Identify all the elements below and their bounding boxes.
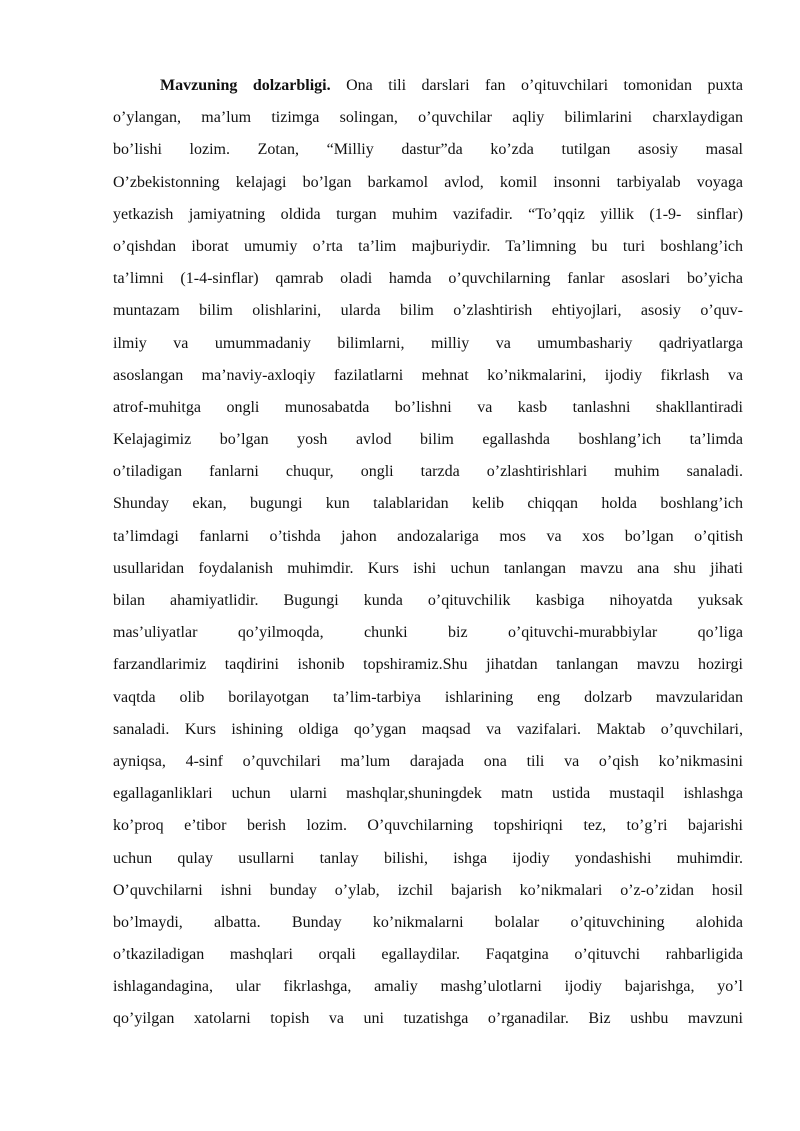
text-line: ko’proq e’tibor berish lozim. O’quvchilarning topshiriqni tez, to’g’ri bajarishi <box>113 817 743 835</box>
paragraph-first-line <box>113 70 743 102</box>
text-line: asoslangan ma’naviy-axloqiy fazilatlarni mehnat ko’nikmalarini, ijodiy fikrlash va <box>113 366 743 384</box>
section-heading: Mavzuning dolzarbligi. <box>160 77 331 94</box>
text-line: uchun qulay usullarni tanlay bilishi, ishga ijodiy yondashishi muhimdir. <box>113 849 743 867</box>
text-line: muntazam bilim olishlarini, ularda bilim o’zlashtirish ehtiyojlari, asosiy o’quv- <box>113 302 743 320</box>
text-line: egallaganliklari uchun ularni mashqlar,shuningdek matn ustida mustaqil ishlashga <box>113 785 743 803</box>
text-line: ayniqsa, 4-sinf o’quvchilari ma’lum darajada ona tili va o’qish ko’nikmasini <box>113 752 743 770</box>
text-line: bo’lishi lozim. Zotan, “Milliy dastur”da ko’zda tutilgan asosiy masal <box>113 141 743 159</box>
text-line: ta’limdagi fanlarni o’tishda jahon andozalariga mos va xos bo’lgan o’qitish <box>113 527 743 545</box>
text-line: bilan ahamiyatlidir. Bugungi kunda o’qituvchilik kasbiga nihoyatda yuksak <box>113 592 743 609</box>
text-line: ishlagandagina, ular fikrlashga, amaliy mashg’ulotlarni ijodiy bajarishga, yo’l <box>113 978 743 996</box>
text-line: ilmiy va umummadaniy bilimlarni, milliy va umumbashariy qadriyatlarga <box>113 334 743 352</box>
text-line: atrof-muhitga ongli munosabatda bo’lishni va kasb tanlashni shakllantiradi <box>113 398 743 416</box>
text-line: yetkazish jamiyatning oldida turgan muhim vazifadir. “To’qqiz yillik (1-9- sinflar) <box>113 205 743 223</box>
text-line: usullaridan foydalanish muhimdir. Kurs ishi uchun tanlangan mavzu ana shu jihati <box>113 559 743 577</box>
text-line: qo’yilgan xatolarni topish va uni tuzatishga o’rganadilar. Biz ushbu mavzuni <box>113 1010 743 1028</box>
text-line: Kelajagimiz bo’lgan yosh avlod bilim egallashda boshlang’ich ta’limda <box>113 431 743 449</box>
document-page <box>113 70 743 1036</box>
text-line: O’zbekistonning kelajagi bo’lgan barkamol avlod, komil insonni tarbiyalab voyaga <box>113 173 743 191</box>
text-line: vaqtda olib borilayotgan ta’lim-tarbiya ishlarining eng dolzarb mavzularidan <box>113 688 743 706</box>
text-line: o’qishdan iborat umumiy o’rta ta’lim majburiydir. Ta’limning bu turi boshlang’ich <box>113 237 743 255</box>
text-line: o’tkaziladigan mashqlari orqali egallaydilar. Faqatgina o’qituvchi rahbarligida <box>113 946 743 964</box>
text-line: farzandlarimiz taqdirini ishonib topshiramiz.Shu jihatdan tanlangan mavzu hozirgi <box>113 656 743 674</box>
text-line: o’ylangan, ma’lum tizimga solingan, o’quvchilar aqliy bilimlarini charxlaydigan <box>113 109 743 127</box>
text-line: Ona tili darslari fan o’qituvchilari tomonidan puxta <box>330 77 743 94</box>
text-line: sanaladi. Kurs ishining oldiga qo’ygan maqsad va vazifalari. Maktab o’quvchilari, <box>113 720 743 738</box>
text-line: Shunday ekan, bugungi kun talablaridan kelib chiqqan holda boshlang’ich <box>113 495 743 513</box>
text-line: o’tiladigan fanlarni chuqur, ongli tarzda o’zlashtirishlari muhim sanaladi. <box>113 463 743 481</box>
text-line: bo’lmaydi, albatta. Bunday ko’nikmalarni bolalar o’qituvchining alohida <box>113 913 743 931</box>
text-line: O’quvchilarni ishni bunday o’ylab, izchil bajarish ko’nikmalari o’z-o’zidan hosil <box>113 881 743 899</box>
text-line: mas’uliyatlar qo’yilmoqda, chunki biz o’qituvchi-murabbiylar qo’liga <box>113 624 743 642</box>
text-line: ta’limni (1-4-sinflar) qamrab oladi hamda o’quvchilarning fanlar asoslari bo’yicha <box>113 270 743 288</box>
